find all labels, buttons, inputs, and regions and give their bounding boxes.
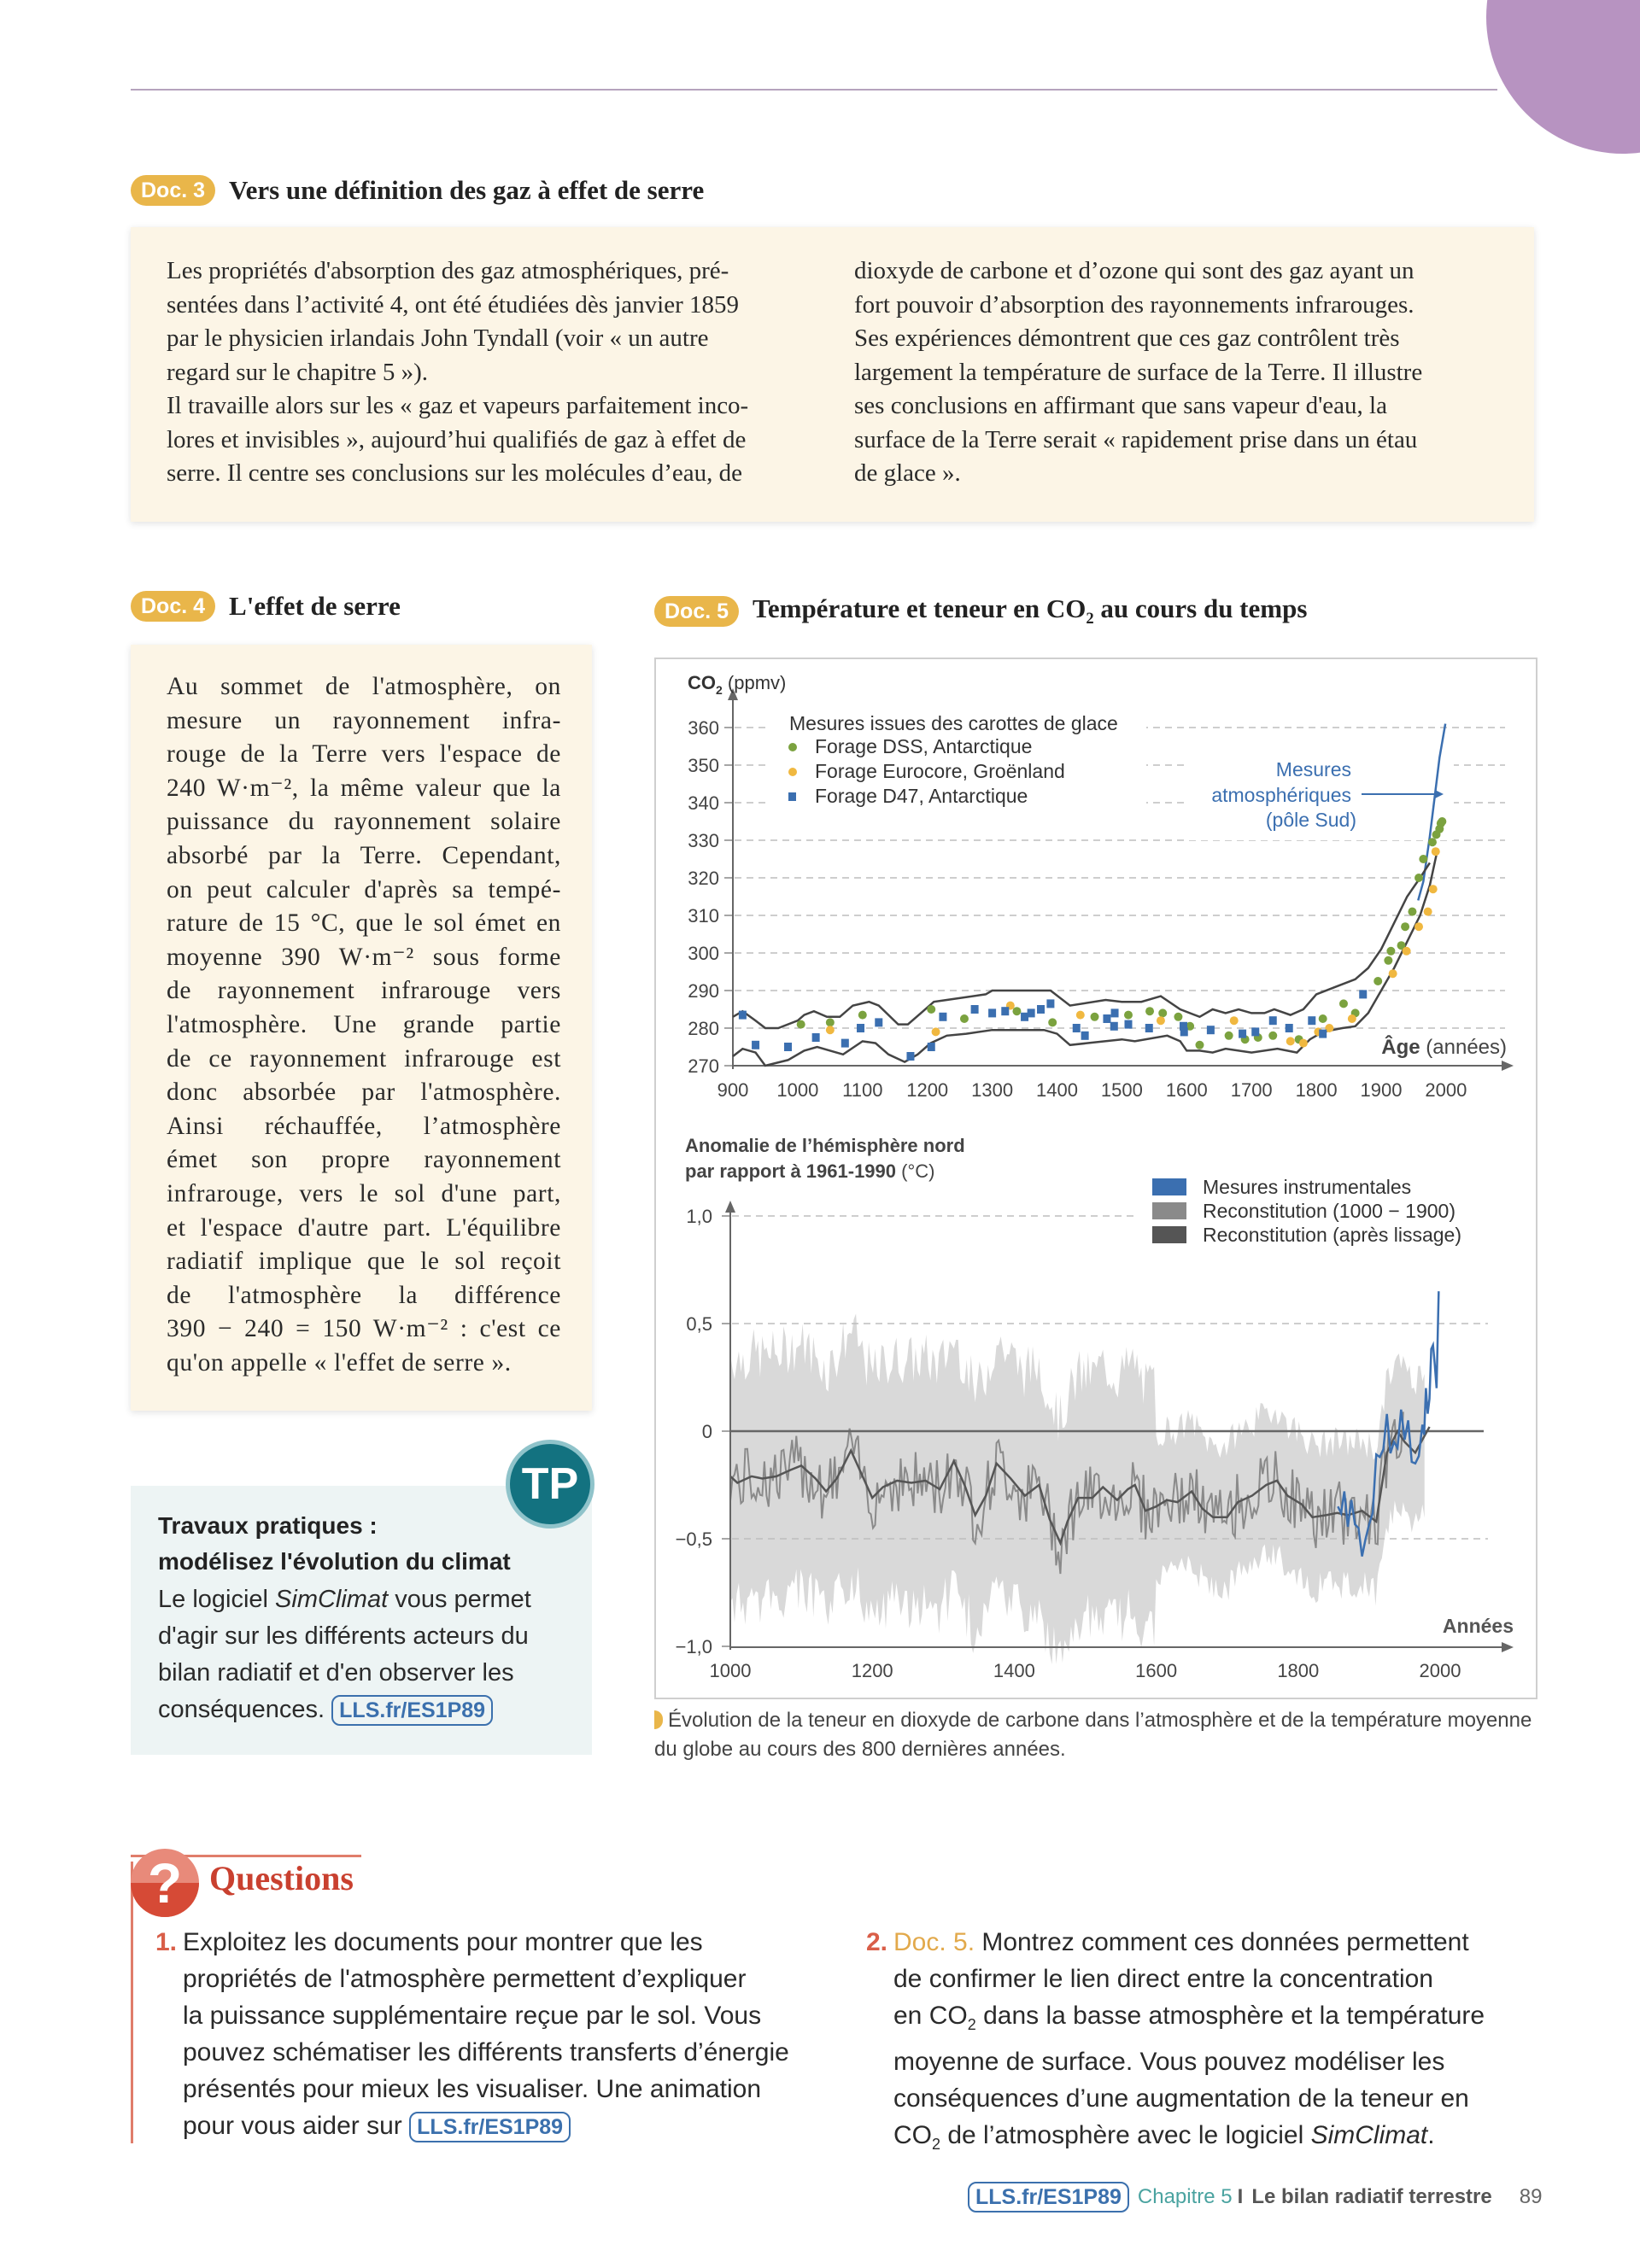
question-2 <box>866 1924 1541 2163</box>
text-line: moyenne 390 W·m⁻² sous forme <box>167 943 561 971</box>
doc4-badge: Doc. 4 <box>131 591 215 622</box>
svg-text:2000: 2000 <box>1425 1079 1467 1101</box>
text-line: présentés pour mieux les visualiser. Une animation <box>183 2075 762 2103</box>
q1-body <box>183 1924 789 2144</box>
svg-text:320: 320 <box>688 868 719 889</box>
text-line: dioxyde de carbone et d’ozone qui sont des gaz ayant un <box>854 257 1414 284</box>
software-name: SimClimat <box>275 1586 389 1613</box>
text-line: Au sommet de l'atmosphère, on <box>167 673 561 700</box>
q2-row <box>866 1924 1541 2163</box>
text-line: Il travaille alors sur les « gaz et vapeurs parfaitement inco- <box>167 392 749 419</box>
svg-text:atmosphériques: atmosphériques <box>1211 784 1351 806</box>
footer-lls-link[interactable]: LLS.fr/ES1P89 <box>968 2182 1129 2212</box>
tp-content <box>158 1508 577 1728</box>
tp-title-line2: modélisez l'évolution du climat <box>158 1548 511 1575</box>
svg-text:1800: 1800 <box>1277 1660 1320 1681</box>
text-line: rouge de la Terre vers l'espace de <box>167 740 561 769</box>
subscript: 2 <box>1086 610 1094 628</box>
svg-text:0: 0 <box>701 1421 712 1442</box>
q1-number: 1. <box>155 1928 178 1956</box>
svg-text:Forage Eurocore, Groënland: Forage Eurocore, Groënland <box>815 760 1065 782</box>
text-line: largement la température de surface de la Terre. Il illustre <box>854 358 1423 386</box>
text-line: de ce rayonnement infrarouge est <box>167 1044 561 1073</box>
text: dans la basse atmosphère et la température <box>975 2002 1485 2030</box>
text-line <box>183 2107 789 2144</box>
svg-text:290: 290 <box>688 980 719 1002</box>
tp-title-line1: Travaux pratiques : <box>158 1512 378 1539</box>
text-line: serre. Il centre ses conclusions sur les molécules d’eau, de <box>167 459 743 487</box>
text-line: qu'on appelle « l'effet de serre ». <box>167 1348 512 1377</box>
doc4-text <box>167 670 561 1380</box>
text: d'agir sur les différents acteurs du <box>158 1622 529 1650</box>
svg-text:1900: 1900 <box>1360 1079 1403 1101</box>
caption-text: Évolution de la teneur en dioxyde de carbone dans l’atmosphère et de la température moyenne du globe au cours des 800 dernières années. <box>654 1709 1532 1761</box>
text-line: de confirmer le lien direct entre la concentration <box>893 1965 1433 1993</box>
svg-text:1,0: 1,0 <box>686 1206 712 1227</box>
q1-row <box>155 1924 839 2144</box>
tp-badge-icon: TP <box>506 1440 594 1529</box>
text: . <box>1427 2121 1435 2149</box>
tp-text <box>158 1581 577 1728</box>
page-number: 89 <box>1519 2185 1543 2208</box>
text: Montrez comment ces données permettent <box>975 1928 1469 1956</box>
svg-text:Forage DSS, Antarctique: Forage DSS, Antarctique <box>815 735 1033 757</box>
q2-doc-ref: Doc. 5. <box>893 1928 975 1956</box>
question-mark-icon: ? <box>131 1849 199 1917</box>
text-line: on peut calculer d'après sa tempé- <box>167 875 561 903</box>
q2-number: 2. <box>866 1928 888 1956</box>
caption-marker-icon <box>654 1710 663 1729</box>
text-line: infrarouge, vers le sol d'une part, <box>167 1179 561 1207</box>
text-line: lores et invisibles », aujourd’hui qualifiés de gaz à effet de <box>167 425 747 453</box>
svg-text:−0,5: −0,5 <box>675 1529 712 1550</box>
doc5-caption <box>654 1706 1543 1764</box>
text-line: l'atmosphère. Une grande partie <box>167 1010 561 1038</box>
text-line: et l'espace d'autre part. L'équilibre <box>167 1213 561 1242</box>
svg-text:Reconstitution (1000 − 1900): Reconstitution (1000 − 1900) <box>1203 1200 1456 1222</box>
svg-text:(pôle Sud): (pôle Sud) <box>1265 809 1356 831</box>
text-line: la puissance supplémentaire reçue par le sol. Vous <box>183 2002 762 2030</box>
text-line: de l'atmosphère la différence <box>167 1281 561 1309</box>
text: de l’atmosphère avec le logiciel <box>940 2121 1311 2149</box>
tp-lls-link[interactable]: LLS.fr/ES1P89 <box>331 1695 493 1726</box>
svg-text:1800: 1800 <box>1295 1079 1338 1101</box>
text-line: Ainsi réchauffée, l’atmosphère <box>167 1112 561 1140</box>
svg-text:par rapport à 1961-1990 (°C): par rapport à 1961-1990 (°C) <box>685 1160 935 1182</box>
doc3-column-2 <box>854 254 1512 491</box>
svg-text:Anomalie de l’hémisphère nord: Anomalie de l’hémisphère nord <box>685 1135 965 1156</box>
text-line: sentées dans l’activité 4, ont été étudiées dès janvier 1859 <box>167 290 740 319</box>
svg-text:340: 340 <box>688 792 719 814</box>
svg-text:−1,0: −1,0 <box>675 1636 712 1657</box>
text-line: 390 − 240 = 150 W·m⁻² : c'est ce <box>167 1315 561 1343</box>
text: Le logiciel <box>158 1586 276 1613</box>
svg-text:1600: 1600 <box>1135 1660 1178 1681</box>
text-line <box>893 1924 1485 1961</box>
svg-text:Reconstitution (après lissage): Reconstitution (après lissage) <box>1203 1224 1461 1246</box>
svg-text:CO2 (ppmv): $CO_2$ (ppmv) <box>688 672 787 697</box>
subscript: 2 <box>932 2136 941 2153</box>
text-line <box>893 1997 1485 2043</box>
text-line: Les propriétés d'absorption des gaz atmosphériques, pré- <box>167 257 729 284</box>
text-line: puissance du rayonnement solaire <box>167 808 561 836</box>
text: conséquences. <box>158 1696 325 1723</box>
svg-text:1700: 1700 <box>1230 1079 1273 1101</box>
text-line: regard sur le chapitre 5 »). <box>167 358 428 386</box>
title-text: au cours du temps <box>1093 593 1308 623</box>
page-footer <box>968 2182 1542 2212</box>
text-line: de glace ». <box>854 459 961 487</box>
text: vous permet <box>388 1586 531 1613</box>
software-name: SimClimat <box>1310 2121 1428 2149</box>
svg-text:1000: 1000 <box>709 1660 752 1681</box>
text-line: fort pouvoir d’absorption des rayonnements infrarouges. <box>854 290 1414 319</box>
svg-text:350: 350 <box>688 755 719 776</box>
svg-text:1400: 1400 <box>1036 1079 1078 1101</box>
svg-text:900: 900 <box>717 1079 749 1101</box>
text-line: de rayonnement infrarouge vers <box>167 977 561 1005</box>
svg-text:280: 280 <box>688 1018 719 1039</box>
svg-text:1100: 1100 <box>842 1079 883 1101</box>
chapter-corner-circle <box>1486 0 1640 154</box>
text: pour vous aider sur <box>183 2112 402 2140</box>
doc5-badge: Doc. 5 <box>654 596 739 627</box>
svg-text:1400: 1400 <box>993 1660 1035 1681</box>
title-text: Température et teneur en CO <box>753 593 1086 623</box>
doc3-title: Vers une définition des gaz à effet de serre <box>229 175 705 205</box>
svg-text:360: 360 <box>688 717 719 739</box>
text: bilan radiatif et d'en observer les <box>158 1659 514 1686</box>
svg-text:310: 310 <box>688 905 719 926</box>
svg-text:300: 300 <box>688 943 719 964</box>
text: CO <box>893 2121 932 2149</box>
svg-text:1500: 1500 <box>1100 1079 1143 1101</box>
svg-text:270: 270 <box>688 1055 719 1077</box>
doc3-badge: Doc. 3 <box>131 175 215 206</box>
svg-text:Mesures: Mesures <box>1275 758 1351 780</box>
q2-body <box>893 1924 1485 2163</box>
doc5-header <box>654 593 1307 628</box>
text-line: absorbé par la Terre. Cependant, <box>167 841 561 869</box>
text-line: par le physicien irlandais John Tyndall (voir « un autre <box>167 324 709 352</box>
doc3-box <box>131 227 1534 522</box>
svg-text:Âge (années): Âge (années) <box>1381 1036 1507 1059</box>
doc5-title <box>753 593 1307 628</box>
question-1 <box>155 1924 839 2144</box>
svg-text:Mesures issues des carottes de: Mesures issues des carottes de glace <box>789 712 1118 734</box>
text-line: Exploitez les documents pour montrer que les <box>183 1928 703 1956</box>
footer-chapter: Chapitre 5 <box>1137 2185 1233 2208</box>
svg-text:Années: Années <box>1442 1615 1514 1637</box>
svg-text:330: 330 <box>688 830 719 851</box>
text: en CO <box>893 2002 968 2030</box>
svg-text:1300: 1300 <box>971 1079 1014 1101</box>
text-line: 240 W·m⁻², la même valeur que la <box>167 774 561 802</box>
header-rule <box>131 89 1497 91</box>
text-line: mesure un rayonnement infra- <box>167 706 561 734</box>
text-line: donc absorbée par l'atmosphère. <box>167 1078 561 1107</box>
text-line: surface de la Terre serait « rapidement prise dans un étau <box>854 425 1418 453</box>
doc3-header <box>131 175 704 206</box>
text-line: propriétés de l'atmosphère permettent d’expliquer <box>183 1965 747 1993</box>
svg-text:2000: 2000 <box>1419 1660 1461 1681</box>
tp-box <box>131 1486 592 1755</box>
svg-text:1000: 1000 <box>776 1079 819 1101</box>
subscript: 2 <box>967 2016 976 2033</box>
q1-lls-link[interactable]: LLS.fr/ES1P89 <box>409 2112 571 2142</box>
text-line: Ses expériences démontrent que ces gaz contrôlent très <box>854 324 1400 352</box>
questions-title: Questions <box>209 1859 354 1897</box>
text-line: conséquences d’une augmentation de la teneur en <box>893 2084 1469 2113</box>
svg-text:Forage D47, Antarctique: Forage D47, Antarctique <box>815 785 1028 807</box>
svg-text:1200: 1200 <box>851 1660 893 1681</box>
svg-text:Mesures instrumentales: Mesures instrumentales <box>1203 1176 1412 1198</box>
svg-text:0,5: 0,5 <box>686 1313 712 1335</box>
text-line: moyenne de surface. Vous pouvez modéliser les <box>893 2048 1445 2076</box>
footer-chapter-title: Le bilan radiatif terrestre <box>1251 2185 1492 2208</box>
doc5-chart-frame <box>654 658 1538 1699</box>
doc5-charts <box>656 659 1536 1698</box>
text-line: radiatif implique que le sol reçoit <box>167 1248 561 1276</box>
svg-text:1200: 1200 <box>906 1079 949 1101</box>
text-line <box>893 2117 1485 2163</box>
doc4-title: L'effet de serre <box>229 591 401 621</box>
footer-separator: I <box>1237 2185 1244 2208</box>
text-line: émet son propre rayonnement <box>167 1146 561 1174</box>
text-line: pouvez schématiser les différents transferts d’énergie <box>183 2038 789 2066</box>
text-line: ses conclusions en affirmant que sans vapeur d'eau, la <box>854 392 1387 419</box>
doc4-box <box>131 645 592 1411</box>
svg-text:1600: 1600 <box>1165 1079 1208 1101</box>
doc4-header <box>131 591 401 622</box>
doc3-column-1 <box>167 254 816 491</box>
text-line: rature de 15 °C, que le sol émet en <box>167 909 561 938</box>
